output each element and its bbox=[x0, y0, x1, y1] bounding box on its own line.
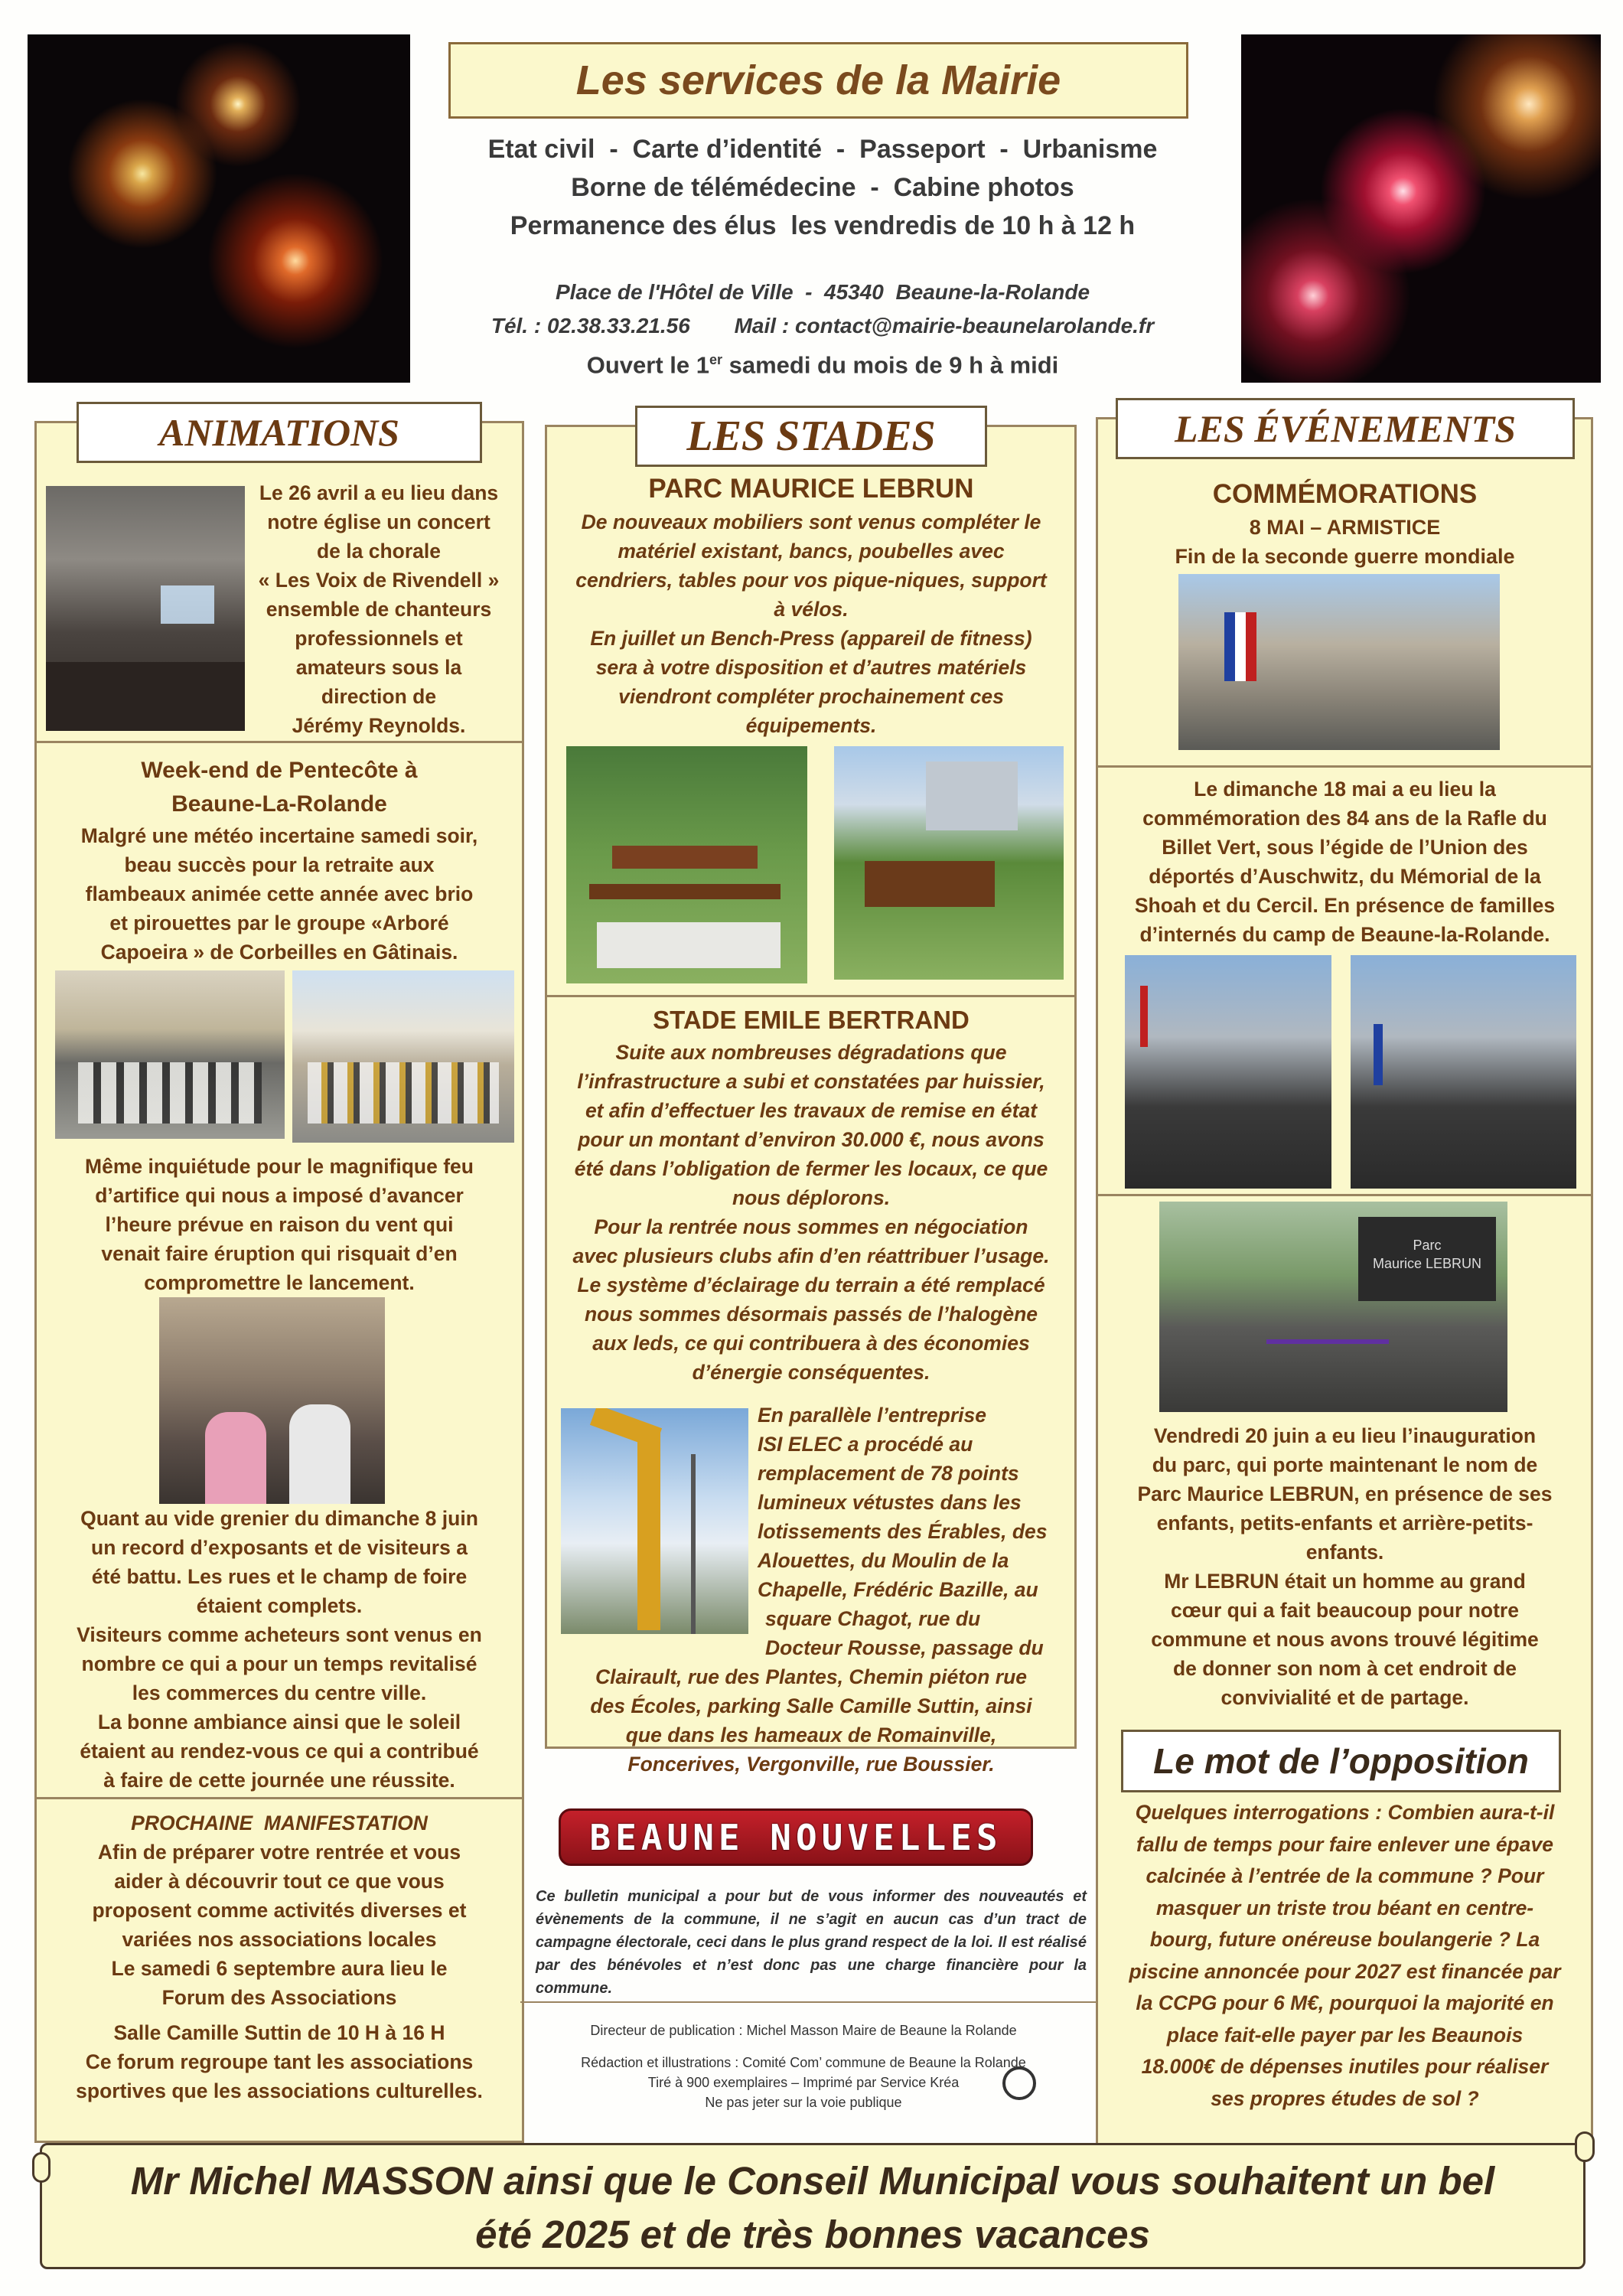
recycle-icon bbox=[1002, 2066, 1036, 2100]
concert-line: « Les Voix de Rivendell » bbox=[258, 569, 500, 592]
isi-line: lotissements des Érables, des bbox=[758, 1520, 1048, 1543]
opposition-text bbox=[1102, 1797, 1588, 2115]
opposition-line: masquer un triste trou béant en centre- bbox=[1155, 1896, 1534, 1919]
feu-line: d’artifice qui nous a imposé d’avancer bbox=[95, 1184, 464, 1207]
vide-line: été battu. Les rues et le champ de foire bbox=[91, 1565, 468, 1588]
opposition-title-box bbox=[1121, 1730, 1561, 1792]
phone-mail-line bbox=[444, 309, 1201, 343]
pentecote-line: flambeaux animée cette année avec brio bbox=[85, 882, 474, 905]
isi-line: En parallèle l’entreprise bbox=[758, 1404, 986, 1427]
prochaine-line: proposent comme activités diverses et bbox=[92, 1899, 467, 1922]
prochaine-line: Afin de préparer votre rentrée et vous bbox=[97, 1841, 461, 1864]
vide-line: nombre ce qui a pour un temps revitalisé bbox=[81, 1652, 477, 1675]
parc-title: PARC MAURICE LEBRUN bbox=[648, 474, 974, 504]
emile-line: l’infrastructure a subi et constatées par huissier, bbox=[577, 1070, 1045, 1093]
emile-line: aux leds, ce qui contribuera à des économies bbox=[592, 1332, 1030, 1355]
inauguration-line: enfants, petits-enfants et arrière-petits- bbox=[1156, 1512, 1533, 1534]
isi-line: Chapelle, Frédéric Bazille, au bbox=[758, 1578, 1038, 1601]
divider bbox=[1096, 765, 1593, 768]
opening-prefix: Ouvert le 1 bbox=[586, 351, 709, 379]
inauguration-line: commune et nous avons trouvé légitime bbox=[1151, 1628, 1539, 1651]
inauguration-line: cœur qui a fait beaucoup pour notre bbox=[1171, 1599, 1519, 1622]
services-line-2: Borne de télémédecine - Cabine photos bbox=[571, 173, 1074, 202]
stades-title: LES STADES bbox=[686, 413, 936, 460]
crane-photo bbox=[561, 1408, 748, 1634]
scroll-curl-left bbox=[32, 2152, 51, 2183]
divider bbox=[34, 741, 524, 743]
parc-line: viendront compléter prochainement ces bbox=[618, 685, 1004, 708]
concert-text bbox=[241, 478, 517, 740]
inauguration-line: Vendredi 20 juin a eu lieu l’inauguration bbox=[1153, 1424, 1537, 1447]
isi-line: Foncerives, Vergonville, rue Boussier. bbox=[627, 1753, 995, 1776]
inauguration-line: enfants. bbox=[1305, 1541, 1384, 1564]
fireworks-photo-right bbox=[1241, 34, 1601, 383]
vide-grenier-text bbox=[46, 1504, 513, 1795]
divider bbox=[1096, 1194, 1593, 1196]
redaction-line: Rédaction et illustrations : Comité Com’ commune de Beaune la Rolande bbox=[581, 2055, 1026, 2070]
inauguration-line: du parc, qui porte maintenant le nom de bbox=[1152, 1453, 1538, 1476]
opposition-line: bourg, future onéreuse boulangerie ? La bbox=[1149, 1928, 1540, 1951]
opposition-line: ses propres études de sol ? bbox=[1211, 2086, 1479, 2110]
opposition-line: piscine annoncée pour 2027 est financée par bbox=[1129, 1959, 1561, 1983]
isi-side-text bbox=[758, 1401, 1071, 1662]
parc-line: matériel existant, bancs, poubelles avec bbox=[618, 540, 1005, 563]
mail-label: Mail : bbox=[734, 314, 790, 338]
rafle-line: Billet Vert, sous l’égide de l’Union des bbox=[1162, 836, 1528, 859]
inauguration-line: de donner son nom à cet endroit de bbox=[1172, 1657, 1517, 1680]
concert-line: ensemble de chanteurs bbox=[266, 598, 492, 621]
opposition-line: place fait-elle payer par les Beaunois bbox=[1166, 2023, 1524, 2047]
inauguration-line: Mr LEBRUN était un homme au grand bbox=[1164, 1570, 1526, 1593]
page-title: Les services de la Mairie bbox=[575, 57, 1061, 103]
parc-sign bbox=[1358, 1217, 1496, 1301]
vide-line: un record d’exposants et de visiteurs a bbox=[91, 1536, 468, 1559]
opening-suffix: samedi du mois de 9 h à midi bbox=[722, 351, 1059, 379]
opposition-title: Le mot de l’opposition bbox=[1153, 1741, 1529, 1781]
vide-line: Quant au vide grenier du dimanche 8 juin bbox=[80, 1507, 478, 1530]
divider bbox=[520, 2001, 1102, 2003]
fireworks-photo-left bbox=[28, 34, 410, 383]
inauguration-line: Parc Maurice LEBRUN, en présence de ses bbox=[1137, 1482, 1553, 1505]
capoeira-photo-2 bbox=[292, 970, 514, 1143]
parc-line: équipements. bbox=[745, 714, 877, 737]
opening-sup: er bbox=[709, 352, 722, 367]
sign-line-1: Parc bbox=[1413, 1238, 1442, 1253]
footer-line-1: Mr Michel MASSON ainsi que le Conseil Municipal vous souhaitent un bel bbox=[130, 2159, 1495, 2203]
opening-hours bbox=[444, 343, 1201, 382]
parc-line: à vélos. bbox=[774, 598, 849, 621]
isi-line: Alouettes, du Moulin de la bbox=[758, 1549, 1009, 1572]
footer-text bbox=[42, 2154, 1583, 2262]
emile-line: nous sommes désormais passés de l’halogène bbox=[584, 1303, 1038, 1326]
vide-line: à faire de cette journée une réussite. bbox=[103, 1769, 455, 1792]
evenements-title-box bbox=[1116, 398, 1575, 459]
rafle-line: Shoah et du Cercil. En présence de familles bbox=[1134, 894, 1556, 917]
isi-line: des Écoles, parking Salle Camille Suttin, ainsi bbox=[590, 1694, 1032, 1717]
contact-block bbox=[444, 276, 1201, 382]
opposition-line: la CCPG pour 6 M€, pourquoi la majorité en bbox=[1136, 1991, 1554, 2014]
scroll-curl-right bbox=[1575, 2131, 1595, 2162]
logo-text: BEAUNE NOUVELLES bbox=[589, 1816, 1002, 1858]
emile-title: STADE EMILE BERTRAND bbox=[653, 1006, 970, 1034]
inauguration-line: convivialité et de partage. bbox=[1221, 1686, 1469, 1709]
services-line-1: Etat civil - Carte d’identité - Passeport - Urbanisme bbox=[487, 135, 1158, 164]
tirage-line: Tiré à 900 exemplaires – Imprimé par Service Kréa bbox=[647, 2075, 960, 2090]
divider bbox=[545, 995, 1077, 997]
mairie-title-box bbox=[448, 42, 1188, 119]
armistice-photo bbox=[1178, 574, 1500, 750]
vide-line: Visiteurs comme acheteurs sont venus en bbox=[77, 1623, 482, 1646]
inauguration-text bbox=[1102, 1421, 1588, 1712]
prochaine-title: PROCHAINE MANIFESTATION bbox=[131, 1812, 428, 1835]
picnic-table-photo bbox=[566, 746, 807, 983]
parc-line: sera à votre disposition et d’autres matériels bbox=[595, 656, 1027, 679]
rafle-line: déportés d’Auschwitz, du Mémorial de la bbox=[1149, 865, 1541, 888]
opposition-line: fallu de temps pour faire enlever une épave bbox=[1136, 1832, 1553, 1856]
emile-line: d’énergie conséquentes. bbox=[692, 1361, 930, 1384]
isi-line: square Chagot, rue du bbox=[765, 1607, 981, 1630]
phone-number: 02.38.33.21.56 bbox=[546, 314, 690, 338]
prochaine-line: Forum des Associations bbox=[161, 1986, 397, 2009]
emile-line: Pour la rentrée nous sommes en négociation bbox=[594, 1215, 1028, 1238]
isi-full-text bbox=[555, 1662, 1067, 1779]
concert-line: Jérémy Reynolds. bbox=[292, 714, 466, 737]
feu-text bbox=[46, 1152, 513, 1297]
address: Place de l'Hôtel de Ville - 45340 Beaune-la-Rolande bbox=[555, 280, 1090, 304]
beaune-nouvelles-logo bbox=[559, 1808, 1033, 1866]
prochaine-line: variées nos associations locales bbox=[122, 1928, 437, 1951]
commemorations-section bbox=[1102, 476, 1588, 571]
concert-line: Le 26 avril a eu lieu dans bbox=[259, 481, 499, 504]
emile-line: été dans l’obligation de fermer les locaux, ce que bbox=[574, 1157, 1048, 1180]
rafle-line: Le dimanche 18 mai a eu lieu la bbox=[1194, 778, 1496, 801]
isi-line: Clairault, rue des Plantes, Chemin piéton rue bbox=[595, 1665, 1027, 1688]
rafle-photo-1 bbox=[1125, 955, 1331, 1189]
vide-line: étaient au rendez-vous ce qui a contribué bbox=[80, 1740, 479, 1763]
inauguration-photo bbox=[1159, 1202, 1507, 1412]
concert-photo bbox=[46, 486, 245, 731]
rafle-photo-2 bbox=[1351, 955, 1576, 1189]
pentecote-title-2: Beaune-La-Rolande bbox=[171, 791, 387, 817]
feu-line: compromettre le lancement. bbox=[144, 1271, 415, 1294]
rafle-line: d’internés du camp de Beaune-la-Rolande. bbox=[1139, 923, 1550, 946]
emile-line: Suite aux nombreuses dégradations que bbox=[615, 1041, 1007, 1064]
feu-line: l’heure prévue en raison du vent qui bbox=[105, 1213, 454, 1236]
forum-line: sportives que les associations culturelles. bbox=[76, 2079, 483, 2102]
rafle-line: commémoration des 84 ans de la Rafle du bbox=[1142, 807, 1547, 830]
pentecote-line: beau succès pour la retraite aux bbox=[124, 853, 435, 876]
isi-line: Docteur Rousse, passage du bbox=[765, 1636, 1044, 1659]
pentecote-title-1: Week-end de Pentecôte à bbox=[141, 758, 418, 783]
director-line: Directeur de publication : Michel Masson Maire de Beaune la Rolande bbox=[590, 2023, 1017, 2038]
ne-pas-jeter-line: Ne pas jeter sur la voie publique bbox=[705, 2095, 902, 2110]
commemorations-title: COMMÉMORATIONS bbox=[1212, 479, 1478, 509]
vide-line: La bonne ambiance ainsi que le soleil bbox=[97, 1711, 461, 1733]
footer-line-2: été 2025 et de très bonnes vacances bbox=[475, 2213, 1150, 2256]
divider bbox=[34, 1797, 524, 1799]
isi-line: que dans les hameaux de Romainville, bbox=[625, 1724, 997, 1746]
isi-line: remplacement de 78 points bbox=[758, 1462, 1019, 1485]
salle-line: Salle Camille Suttin de 10 H à 16 H bbox=[113, 2021, 445, 2044]
pentecote-line: Malgré une météo incertaine samedi soir, bbox=[80, 824, 478, 847]
parc-line: cendriers, tables pour vos pique-niques, support bbox=[575, 569, 1047, 592]
vide-grenier-photo bbox=[159, 1297, 385, 1504]
emile-line: et afin d’effectuer les travaux de remise en état bbox=[585, 1099, 1038, 1122]
emile-line: Le système d’éclairage du terrain a été remplacé bbox=[577, 1274, 1045, 1296]
evenements-title: LES ÉVÉNEMENTS bbox=[1175, 407, 1516, 450]
parc-line: De nouveaux mobiliers sont venus compléter le bbox=[581, 510, 1041, 533]
emile-line: avec plusieurs clubs afin d’en réattribuer l’usage. bbox=[572, 1244, 1050, 1267]
phone-label: Tél. : bbox=[490, 314, 542, 338]
parc-section bbox=[555, 471, 1067, 740]
opposition-line: calcinée à l’entrée de la commune ? Pour bbox=[1146, 1864, 1544, 1887]
services-line-3: Permanence des élus les vendredis de 10 h à 12 h bbox=[510, 211, 1136, 240]
prochaine-section bbox=[46, 1808, 513, 2105]
armistice-line: 8 MAI – ARMISTICE bbox=[1249, 516, 1441, 539]
pentecote-line: et pirouettes par le groupe «Arboré bbox=[109, 912, 449, 934]
emile-line: pour un montant d’environ 30.000 €, nous avons bbox=[578, 1128, 1045, 1151]
animations-title: ANIMATIONS bbox=[159, 411, 399, 454]
feu-line: Même inquiétude pour le magnifique feu bbox=[85, 1155, 474, 1178]
bench-photo bbox=[834, 746, 1064, 980]
emile-section bbox=[555, 1003, 1067, 1387]
isi-line: lumineux vétustes dans les bbox=[758, 1491, 1022, 1514]
concert-line: direction de bbox=[321, 685, 437, 708]
bulletin-disclaimer: Ce bulletin municipal a pour but de vous informer des nouveautés et évènements de la commune, il ne s’agit en aucun cas d’un tract de campagne électorale, ceci dans le plus grand respect de la loi. Il est réalisé par des bénévoles et n’est donc pas une charge financière pour la commune. bbox=[536, 1888, 1087, 1997]
opposition-line: Quelques interrogations : Combien aura-t-il bbox=[1135, 1801, 1555, 1824]
opposition-line: 18.000€ de dépenses inutiles pour réaliser bbox=[1141, 2055, 1549, 2078]
forum-line: Ce forum regroupe tant les associations bbox=[85, 2050, 474, 2073]
stades-title-box bbox=[635, 406, 987, 467]
feu-line: venait faire éruption qui risquait d’en bbox=[101, 1242, 458, 1265]
isi-line: ISI ELEC a procédé au bbox=[758, 1433, 973, 1456]
parc-line: En juillet un Bench-Press (appareil de fitness) bbox=[590, 627, 1032, 650]
emile-line: nous déplorons. bbox=[732, 1186, 891, 1209]
pentecote-section bbox=[46, 754, 513, 967]
fin-guerre-line: Fin de la seconde guerre mondiale bbox=[1175, 545, 1515, 568]
concert-line: amateurs sous la bbox=[295, 656, 462, 679]
footer-banner bbox=[40, 2143, 1586, 2269]
rafle-text bbox=[1102, 775, 1588, 949]
concert-line: notre église un concert bbox=[267, 510, 490, 533]
prochaine-line: aider à découvrir tout ce que vous bbox=[114, 1870, 445, 1893]
pentecote-line: Capoeira » de Corbeilles en Gâtinais. bbox=[100, 941, 458, 964]
sign-line-2: Maurice LEBRUN bbox=[1372, 1256, 1482, 1271]
concert-line: professionnels et bbox=[295, 627, 463, 650]
services-list bbox=[444, 130, 1201, 245]
animations-title-box bbox=[77, 402, 482, 463]
vide-line: les commerces du centre ville. bbox=[132, 1681, 427, 1704]
concert-line: de la chorale bbox=[316, 540, 441, 563]
mail-address: contact@mairie-beaunelarolande.fr bbox=[794, 314, 1155, 338]
capoeira-photo-1 bbox=[55, 970, 285, 1139]
publication-info bbox=[528, 2020, 1079, 2112]
prochaine-line: Le samedi 6 septembre aura lieu le bbox=[111, 1957, 448, 1980]
mairie-services-panel bbox=[444, 34, 1201, 383]
vide-line: étaient complets. bbox=[196, 1594, 363, 1617]
